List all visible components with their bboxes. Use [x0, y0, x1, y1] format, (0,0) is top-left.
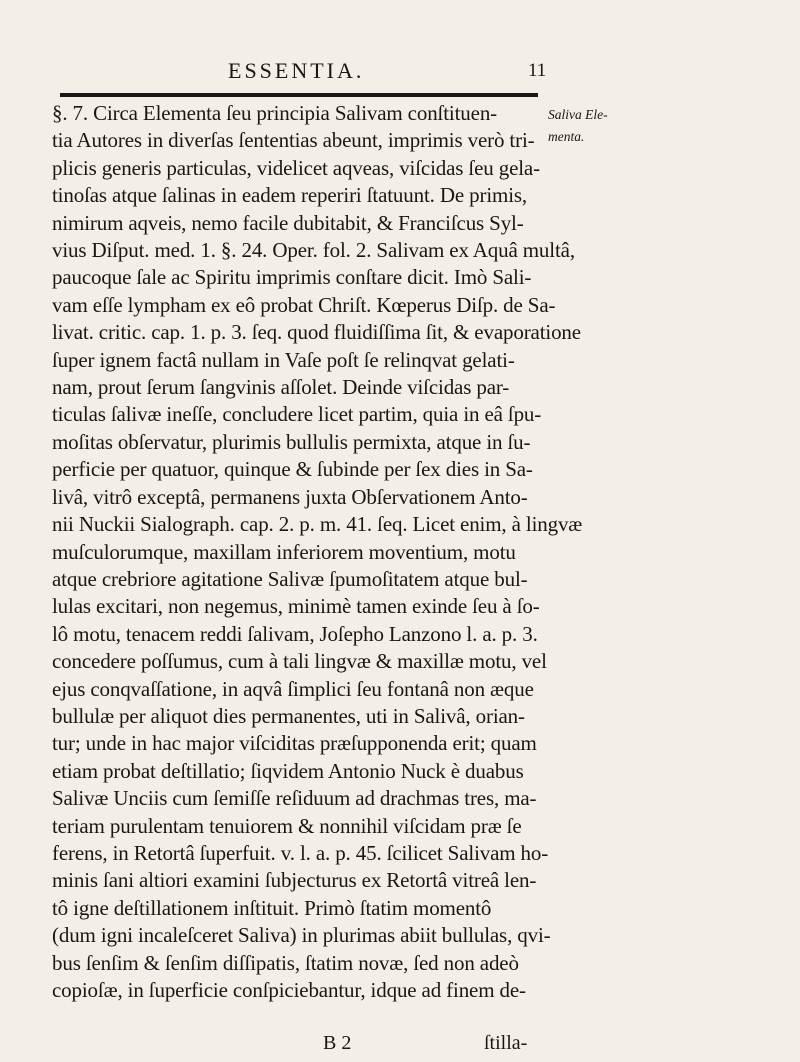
text-line: muſculorumque, maxillam inferiorem moventium, motu — [52, 539, 516, 564]
text-line: plicis generis particulas, videlicet aqveas, viſcidas ſeu gela- — [52, 155, 540, 180]
margin-note — [548, 104, 608, 148]
text-line: §. 7. Circa Elementa ſeu principia Salivam conſtituen- — [52, 101, 498, 125]
text-line: nam, prout ſerum ſangvinis aſſolet. Deinde viſcidas par- — [52, 375, 510, 400]
text-line: perficie per quatuor, quinque & ſubinde per ſex dies in Sa- — [52, 457, 533, 482]
header-rule — [60, 93, 538, 97]
text-line: vam eſſe lympham ex eô probat Chriſt. Kœperus Diſp. de Sa- — [52, 292, 556, 317]
running-head — [0, 58, 800, 88]
margin-note-line: menta. — [548, 129, 585, 144]
page-number: 11 — [528, 60, 547, 81]
text-line: tô igne deſtillationem inſtituit. Primò ſtatim momentô — [52, 895, 492, 920]
text-line: atque crebriore agitatione Salivæ ſpumoſitatem atque bul- — [52, 566, 528, 591]
text-line: teriam purulentam tenuiorem & nonnihil viſcidam præ ſe — [52, 813, 522, 838]
text-line: livâ, vitrô exceptâ, permanens juxta Obſervationem Anto- — [52, 484, 528, 509]
text-line: etiam probat deſtillatio; ſiqvidem Antonio Nuck è duabus — [52, 758, 524, 783]
text-line: moſitas obſervatur, plurimis bullulis permixta, atque in ſu- — [52, 429, 531, 454]
page-footer — [0, 1032, 800, 1058]
margin-note-line: Saliva Ele- — [548, 107, 608, 122]
text-line: vius Diſput. med. 1. §. 24. Oper. fol. 2. Salivam ex Aquâ multâ, — [52, 238, 575, 263]
text-line: bus ſenſim & ſenſim diſſipatis, ſtatim novæ, ſed non adeò — [52, 950, 519, 975]
text-line: copioſæ, in ſuperficie conſpiciebantur, idque ad finem de- — [52, 978, 526, 1002]
text-line: ticulas ſalivæ ineſſe, concludere licet partim, quia in eâ ſpu- — [52, 402, 542, 427]
signature-mark: B 2 — [323, 1032, 352, 1054]
text-line: ſuper ignem factâ nullam in Vaſe poſt ſe relinqvat gelati- — [52, 347, 515, 372]
running-head-title: ESSENTIA. — [228, 58, 365, 83]
text-line: ferens, in Retortâ ſuperfuit. v. l. a. p. 45. ſcilicet Salivam ho- — [52, 840, 549, 865]
text-line: tur; unde in hac major viſciditas præſupponenda erit; quam — [52, 731, 537, 756]
catchword: ſtilla- — [484, 1032, 528, 1054]
text-line: lulas excitari, non negemus, minimè tamen exinde ſeu à ſo- — [52, 594, 540, 619]
text-line: minis ſani altiori examini ſubjecturus ex Retortâ vitreâ len- — [52, 868, 537, 893]
text-line: livat. critic. cap. 1. p. 3. ſeq. quod fluidiſſima ſit, & evaporatione — [52, 320, 581, 345]
text-line: tinoſas atque ſalinas in eadem reperiri ſtatuunt. De primis, — [52, 183, 528, 208]
text-line: lô motu, tenacem reddi ſalivam, Joſepho Lanzono l. a. p. 3. — [52, 621, 538, 646]
text-line: bullulæ per aliquot dies permanentes, uti in Salivâ, orian- — [52, 703, 525, 728]
text-line: paucoque ſale ac Spiritu imprimis conſtare dicit. Imò Sali- — [52, 265, 532, 290]
text-line: nii Nuckii Sialograph. cap. 2. p. m. 41. ſeq. Licet enim, à lingvæ — [52, 512, 583, 537]
text-line: Salivæ Unciis cum ſemiſſe reſiduum ad drachmas tres, ma- — [52, 786, 537, 811]
text-line: concedere poſſumus, cum à tali lingvæ & maxillæ motu, vel — [52, 649, 547, 674]
text-line: nimirum aqveis, nemo facile dubitabit, & Franciſcus Syl- — [52, 210, 524, 235]
text-line: ejus conqvaſſatione, in aqvâ ſimplici ſeu fontanâ non æque — [52, 676, 534, 701]
text-line: tia Autores in diverſas ſententias abeunt, imprimis verò tri- — [52, 128, 535, 153]
text-line: (dum igni incaleſceret Saliva) in plurimas abiit bullulas, qvi- — [52, 923, 551, 948]
